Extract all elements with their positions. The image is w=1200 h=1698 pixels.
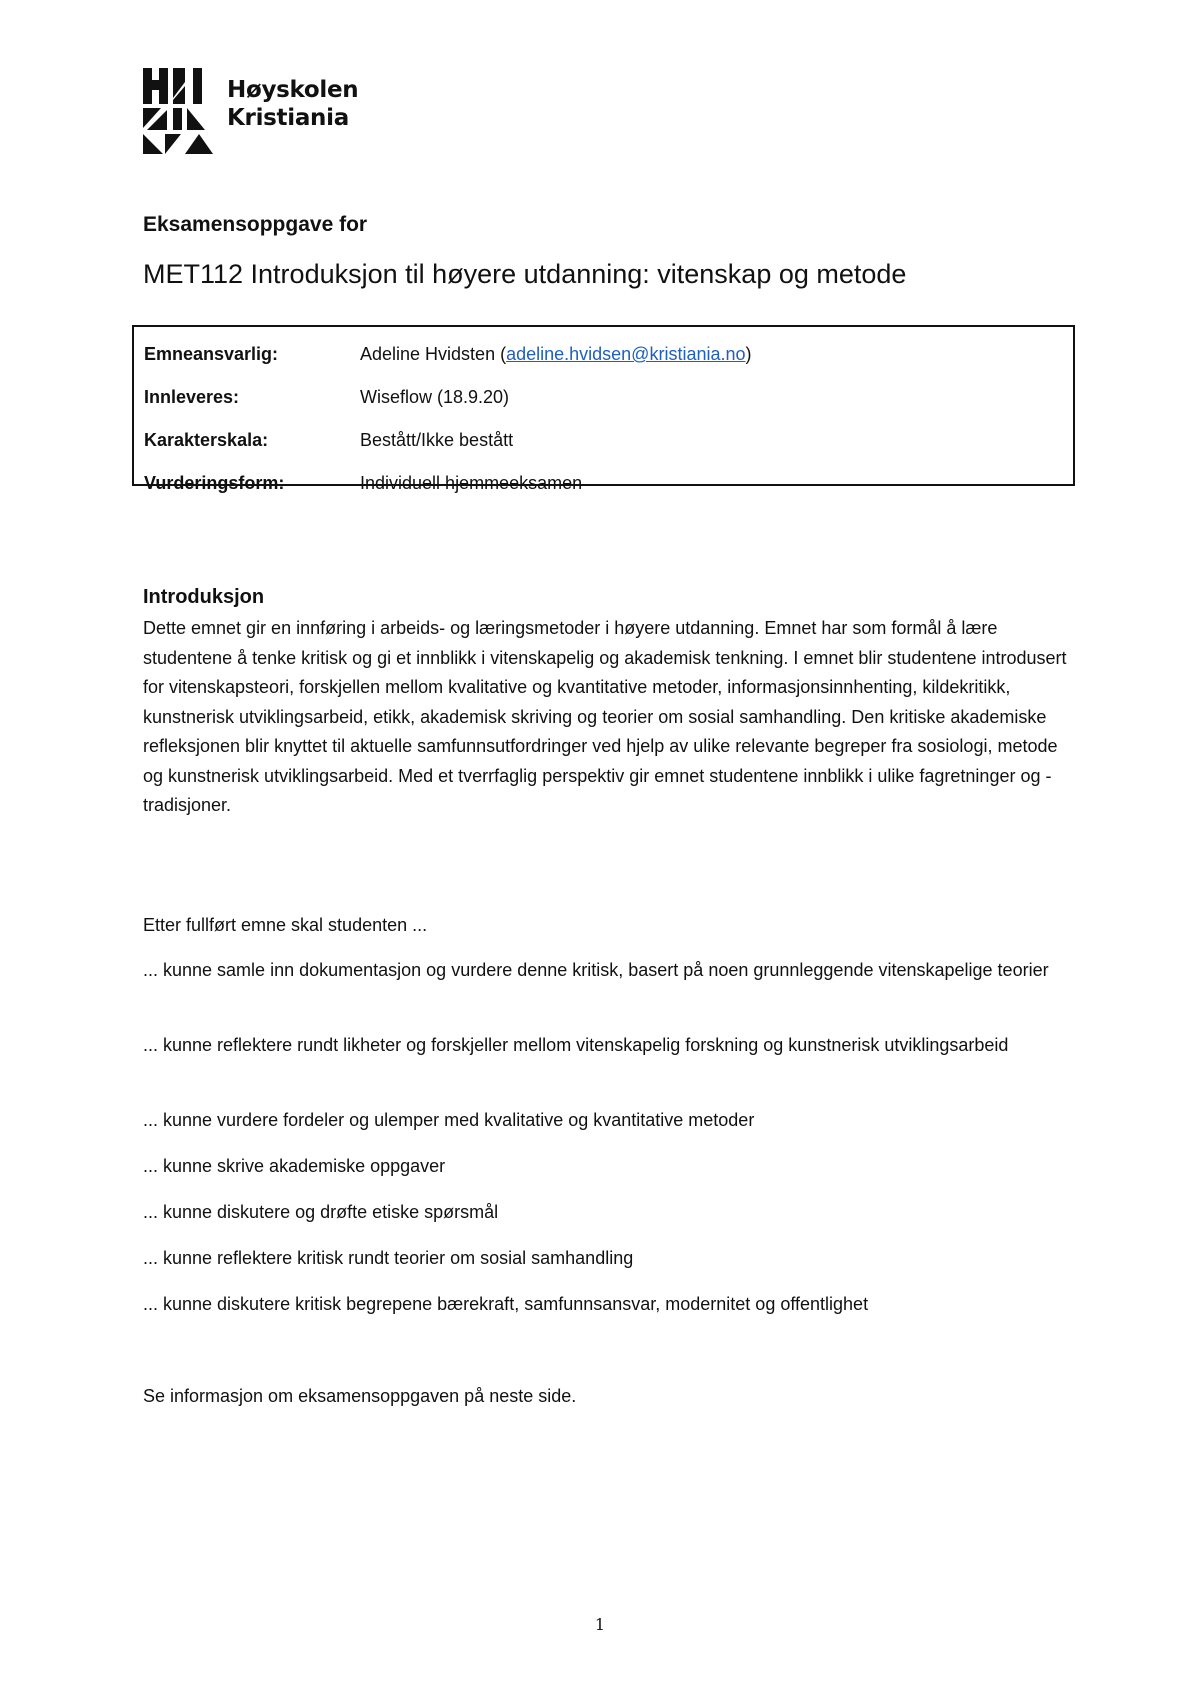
page-number: 1	[594, 1615, 606, 1634]
logo-line-1: Høyskolen	[227, 77, 359, 103]
logo-text	[227, 76, 358, 132]
info-value: Bestått/Ikke bestått	[360, 430, 514, 450]
footer-note: Se informasjon om eksamensoppgaven på neste side.	[143, 1386, 577, 1406]
info-label: Emneansvarlig:	[144, 344, 279, 364]
outcome-item: ... kunne reflektere kritisk rundt teorier om sosial samhandling	[143, 1248, 634, 1268]
info-value: Individuell hjemmeeksamen	[360, 473, 583, 493]
info-value: Wiseflow (18.9.20)	[360, 387, 510, 407]
email-link[interactable]: adeline.hvidsen@kristiania.no	[506, 344, 746, 364]
info-label: Vurderingsform:	[144, 473, 285, 493]
outcome-item: ... kunne reflektere rundt likheter og forskjeller mellom vitenskapelig forskning og kunstnerisk utviklingsarbeid	[143, 1035, 1009, 1055]
kristiania-logo-mark-icon	[143, 68, 219, 154]
info-label: Innleveres:	[144, 387, 240, 407]
responsible-suffix: )	[745, 344, 752, 364]
logo-line-2: Kristiania	[227, 105, 349, 131]
info-value	[360, 342, 752, 366]
outcomes-lead: Etter fullført emne skal studenten ...	[143, 915, 428, 935]
outcome-item: ... kunne diskutere kritisk begrepene bærekraft, samfunnsansvar, modernitet og offentlighet	[143, 1294, 869, 1314]
school-logo	[143, 68, 383, 156]
outcome-item: ... kunne diskutere og drøfte etiske spørsmål	[143, 1202, 499, 1222]
responsible-name: Adeline Hvidsten (	[360, 344, 507, 364]
outcome-item: ... kunne skrive akademiske oppgaver	[143, 1156, 446, 1176]
course-title: MET112 Introduksjon til høyere utdanning: vitenskap og metode	[143, 259, 907, 289]
section-heading-introduction: Introduksjon	[143, 586, 265, 608]
outcome-item: ... kunne samle inn dokumentasjon og vurdere denne kritisk, basert på noen grunnleggende vitenskapelige teorier	[143, 960, 1049, 980]
info-label: Karakterskala:	[144, 430, 269, 450]
exam-for-label: Eksamensoppgave for	[143, 213, 368, 236]
outcome-item: ... kunne vurdere fordeler og ulemper med kvalitative og kvantitative metoder	[143, 1110, 755, 1130]
info-table	[132, 325, 1075, 493]
intro-paragraph: Dette emnet gir en innføring i arbeids- og læringsmetoder i høyere utdanning. Emnet har som formål å lære studentene å tenke kritisk og gi et innblikk i vitenskapelig og akademisk tenkning. I emnet blir studentene introdusert for vitenskapsteori, forskjellen mellom kvalitative og kvantitative metoder, informasjonsinnhenting, kildekritikk, kunstnerisk utviklingsarbeid, etikk, akademisk skriving og teorier om sosial samhandling. Den kritiske akademiske refleksjonen blir knyttet til aktuelle samfunnsutfordringer ved hjelp av ulike relevante begreper fra sosiologi, metode og kunstnerisk utviklingsarbeid. Med et tverrfaglig perspektiv gir emnet studentene innblikk i ulike fagretninger og -tradisjoner.	[143, 618, 1067, 815]
